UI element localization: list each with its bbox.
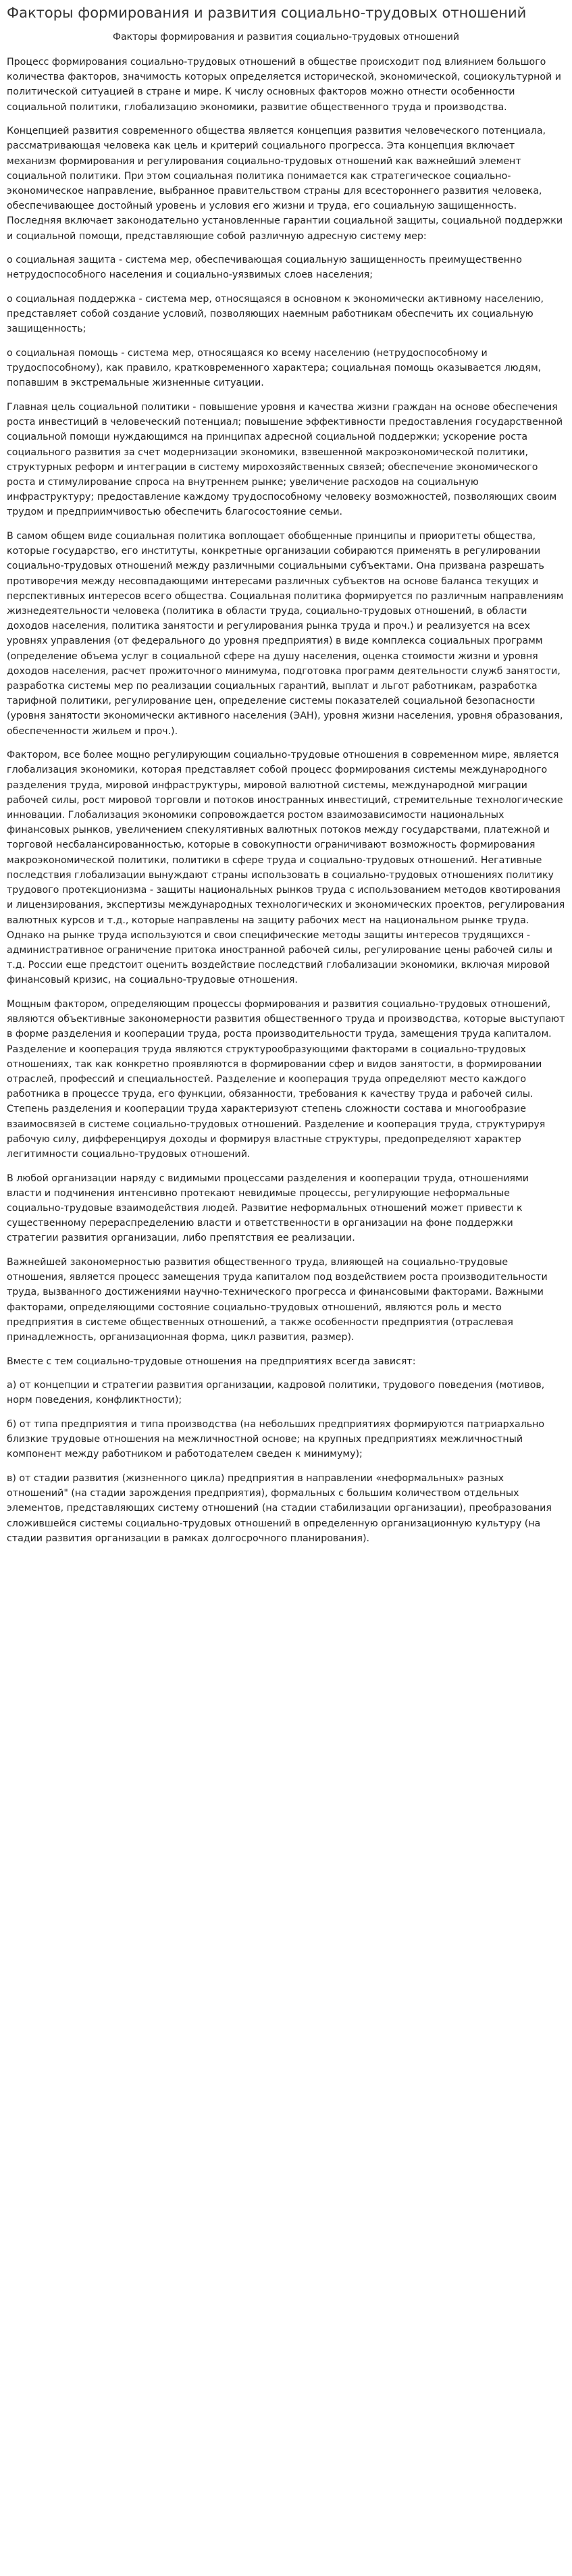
list-item: а) от концепции и стратегии развития организации, кадровой политики, трудового поведения (мотивов, норм поведения, конфликтности); <box>7 1380 545 1406</box>
paragraph: В самом общем виде социальная политика воплощает обобщенные принципы и приоритеты общества, которые государство, его институты, конкретные организации собираются применять в регулировании социально-трудовых отношений между различными социальными субъектами. Она призвана разрешать противоречия между несовпадающими интересами различных субъектов на основе баланса текущих и перспективных интересов всего общества. Социальная политика формируется по различным направлениям жизнедеятельности человека (политика в области труда, социально-трудовых отношений, в области доходов населения, политика занятости и регулирования рынка труда и проч.) и реализуется на всех уровнях управления (от федерального до уровня предприятия) в виде комплекса социальных программ (определение объема услуг в социальной сфере на душу населения, оценка стоимости жизни и уровня доходов населения, расчет прожиточного минимума, подготовка программ деятельности служб занятости, разработка системы мер по реализации социальных гарантий, выплат и льгот работникам, разработка тарифной политики, регулирование цен, определение системы показателей социальной безопасности (уровня занятости экономически активного населения (ЭАН), уровня жизни населения, уровня образования, обеспеченности жильем и проч.). <box>7 531 564 737</box>
paragraph: Процесс формирования социально-трудовых отношений в обществе происходит под влиянием большого количества факторов, значимость которых определяется исторической, экономической, социокультурной и политической ситуацией в стране и мире. К числу основных факторов можно отнести особенности социальной политики, глобализацию экономики, развитие общественного труда и производства. <box>7 57 562 113</box>
list-item: о социальная поддержка - система мер, относящаяся в основном к экономически активному населению, представляет собой создание условий, позволяющих наемным работникам обеспечить их социальную защищенность; <box>7 294 544 335</box>
paragraph: Главная цель социальной политики - повышение уровня и качества жизни граждан на основе обеспечения роста инвестиций в человеческий потенциал; повышение эффективности предоставления государственной социальной помощи нуждающимся на принципах адресной социальной поддержки; ускорение роста социального развития за счет модернизации экономики, взвешенной макроэкономической политики, структурных реформ и интеграции в систему мирохозяйственных связей; обеспечение экономического роста и стимулирование спроса на внутреннем рынке; увеличение расходов на социальную инфраструктуру; предоставление каждому трудоспособному человеку возможностей, позволяющих своим трудом и предприимчивостью обеспечить благосостояние семьи. <box>7 402 563 518</box>
page-title: Факторы формирования и развития социально-трудовых отношений <box>7 5 527 21</box>
paragraph: Концепцией развития современного общества является концепция развития человеческого потенциала, рассматривающая человека как цель и критерий социального прогресса. Эта концепция включает механизм формирования и регулирования социально-трудовых отношений как важнейший элемент социальной политики. При этом социальная политика понимается как стратегическое социально-экономическое направление, выбранное правительством страны для всестороннего развития человека, обеспечивающее достойный уровень и условия его жизни и труда, его социальную защищенность. Последняя включает законодательно установленные гарантии социальной защиты, социальной поддержки и социальной помощи, представляющие собой различную адресную систему мер: <box>7 126 563 242</box>
paragraph: В любой организации наряду с видимыми процессами разделения и кооперации труда, отношениями власти и подчинения интенсивно протекают невидимые процессы, регулирующие неформальные социально-трудовые взаимодействия людей. Развитие неформальных отношений может привести к существенному перераспределению власти и ответственности в организации на фоне поддержки стратегии развития организации, либо препятствия ее реализации. <box>7 1173 529 1244</box>
paragraph: Вместе с тем социально-трудовые отношения на предприятиях всегда зависят: <box>7 1356 416 1367</box>
article-subtitle: Факторы формирования и развития социально-трудовых отношений <box>113 32 459 43</box>
list-item: в) от стадии развития (жизненного цикла) предприятия в направлении «неформальных» разных отношений" (на стадии зарождения предприятия), формальных с большим количеством отдельных элементов, представляющих систему отношений (на стадии стабилизации организации), преобразования сложившейся системы социально-трудовых отношений в определенную организационную культуру (на стадии развития организации в рамках долгосрочного планирования). <box>7 1472 552 1544</box>
article-body <box>7 55 565 1546</box>
paragraph: Фактором, все более мощно регулирующим социально-трудовые отношения в современном мире, является глобализация экономики, которая представляет собой процесс формирования системы международного разделения труда, мировой инфраструктуры, мировой валютной системы, международной миграции рабочей силы, рост мировой торговли и потоков иностранных инвестиций, стремительные технологические инновации. Глобализация экономики сопровождается ростом взаимозависимости национальных финансовых рынков, увеличением спекулятивных валютных потоков между государствами, платежной и торговой несбалансированностью, которые в совокупности ограничивают возможность формирования макроэкономической политики, политики в сфере труда и социально-трудовых отношений. Негативные последствия глобализации вынуждают страны использовать в социально-трудовых отношениях политику трудового протекционизма - защиты национальных рынков труда с использованием методов квотирования и лицензирования, экспертизы международных технологических и экономических проектов, регулирования валютных курсов и т.д., которые направлены на защиту рабочих мест на национальном рынке труда. Однако на рынке труда используются и свои специфические методы защиты интересов трудящихся - административное ограничение притока иностранной рабочей силы, регулирование цены рабочей силы и т.д. России еще предстоит оценить воздействие последствий глобализации экономики, включая мировой финансовый кризис, на социально-трудовые отношения. <box>7 750 565 986</box>
paragraph: Мощным фактором, определяющим процессы формирования и развития социально-трудовых отношений, являются объективные закономерности развития общественного труда и производства, которые выступают в форме разделения и кооперации труда, роста производительности труда, замещения труда капиталом. Разделение и кооперация труда являются структурообразующими факторами в социально-трудовых отношениях, так как конкретно проявляются в формировании сфер и видов занятости, в формировании отраслей, профессий и специальностей. Разделение и кооперация труда определяют место каждого работника в процессе труда, его функции, обязанности, требования к качеству труда и рабочей силы. Степень разделения и кооперации труда характеризуют степень сложности состава и многообразие взаимосвязей в системе социально-трудовых отношений. Разделение и кооперация труда, структурируя рабочую силу, дифференцируя доходы и формируя властные структуры, предопределяют характер легитимности социально-трудовых отношений. <box>7 998 565 1160</box>
paragraph: Важнейшей закономерностью развития общественного труда, влияющей на социально-трудовые отношения, является процесс замещения труда капиталом под воздействием роста производительности труда, вызванного достижениями научно-технического прогресса и финансовыми факторами. Важными факторами, определяющими состояние социально-трудовых отношений, являются роль и место предприятия в системе общественных отношений, а также особенности предприятия (отраслевая принадлежность, организационная форма, цикл развития, размер). <box>7 1256 548 1343</box>
list-item: б) от типа предприятия и типа производства (на небольших предприятиях формируются патриархально близкие трудовые отношения на межличностной основе; на крупных предприятиях межличностный компонент между работником и работодателем сведен к минимуму); <box>7 1418 545 1460</box>
list-item: о социальная защита - система мер, обеспечивающая социальную защищенность преимущественно нетрудоспособного населения и социально-уязвимых слоев населения; <box>7 255 522 281</box>
list-item: о социальная помощь - система мер, относящаяся ко всему населению (нетрудоспособному и трудоспособному), как правило, кратковременного характера; социальная помощь оказывается людям, попавшим в экстремальные жизненные ситуации. <box>7 348 542 389</box>
